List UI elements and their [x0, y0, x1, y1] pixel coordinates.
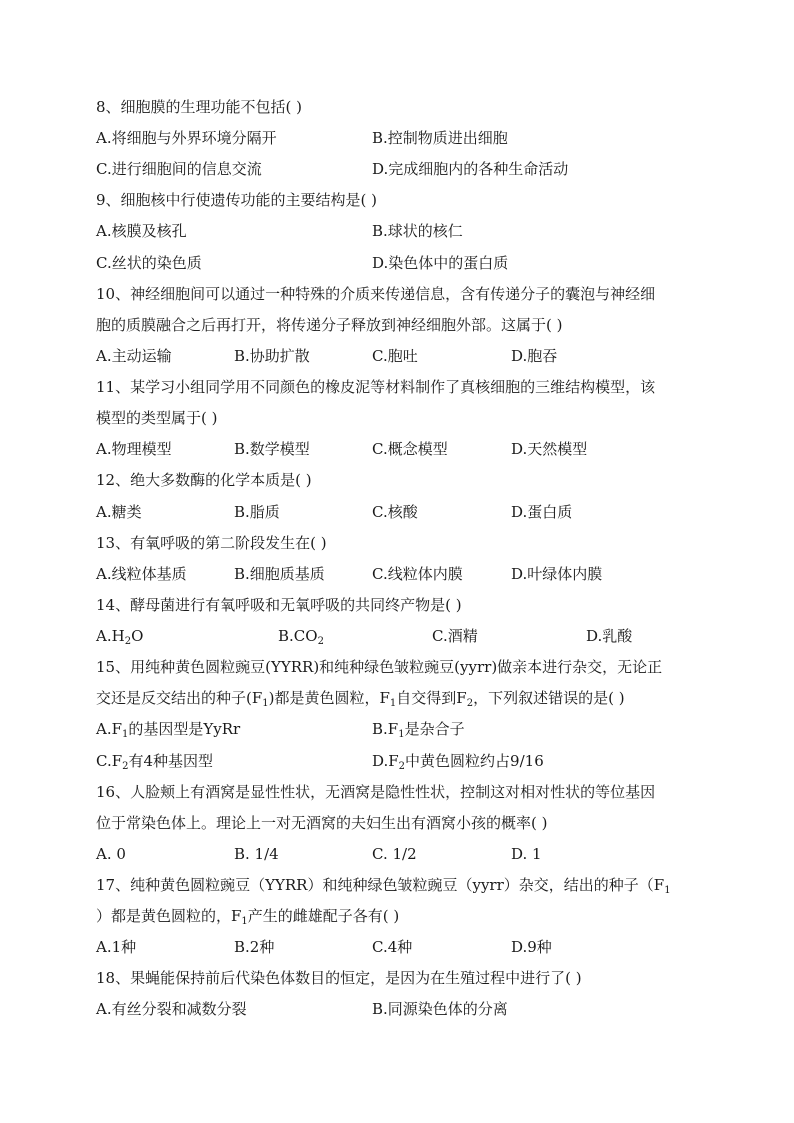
question-11-option-d: D.天然模型: [511, 440, 588, 458]
question-17-option-b: B.2种: [234, 938, 275, 956]
question-15-option-d: $D.F_2$中黄色圆粒约占9/16: [372, 752, 544, 772]
question-9-stem: 9、细胞核中行使遗传功能的主要结构是( ): [96, 191, 378, 209]
question-12-option-c: C.核酸: [372, 503, 418, 521]
question-15-option-a: $A.F_1$的基因型是YyRr: [96, 720, 241, 740]
question-15-option-c: $C.F_2$有4种基因型: [96, 752, 214, 772]
question-14-option-b: $B.CO_2$: [278, 627, 324, 647]
question-8-option-c: C.进行细胞间的信息交流: [96, 160, 262, 178]
question-10-stem-line-2: 胞的质膜融合之后再打开，将传递分子释放到神经细胞外部。这属于( ): [96, 316, 563, 334]
question-12-stem: 12、绝大多数酶的化学本质是( ): [96, 471, 312, 489]
question-17-option-c: C.4种: [372, 938, 413, 956]
question-18-option-b: B.同源染色体的分离: [372, 1000, 508, 1018]
question-13-option-d: D.叶绿体内膜: [511, 565, 603, 583]
question-16-stem-line-1: 16、人脸颊上有酒窝是显性性状，无酒窝是隐性性状，控制这对相对性状的等位基因: [96, 783, 656, 801]
question-14-option-d: D.乳酸: [586, 627, 633, 645]
question-11-stem-line-2: 模型的类型属于( ): [96, 409, 218, 427]
question-13-option-c: C.线粒体内膜: [372, 565, 463, 583]
question-11-option-b: B.数学模型: [234, 440, 310, 458]
question-12-option-d: D.蛋白质: [511, 503, 573, 521]
question-12-option-a: A.糖类: [96, 503, 142, 521]
question-17-option-a: A.1种: [96, 938, 137, 956]
question-14-option-c: C.酒精: [432, 627, 478, 645]
question-16-stem-line-2: 位于常染色体上。理论上一对无酒窝的夫妇生出有酒窝小孩的概率( ): [96, 814, 548, 832]
question-15-stem-line-2: 交还是反交结出的种子$(F_1)$都是黄色圆粒，$F_1$自交得到$F_2$，下列叙述错误的是( ): [96, 689, 625, 709]
question-12-option-b: B.脂质: [234, 503, 280, 521]
question-9-option-a: A.核膜及核孔: [96, 222, 187, 240]
question-8-option-d: D.完成细胞内的各种生命活动: [372, 160, 569, 178]
question-16-option-b: B. 1/4: [234, 845, 279, 863]
question-10-stem-line-1: 10、神经细胞间可以通过一种特殊的介质来传递信息，含有传递分子的囊泡与神经细: [96, 285, 656, 303]
question-16-option-d: D. 1: [511, 845, 542, 863]
question-9-option-b: B.球状的核仁: [372, 222, 463, 240]
question-13-stem: 13、有氧呼吸的第二阶段发生在( ): [96, 534, 327, 552]
question-10-option-d: D.胞吞: [511, 347, 558, 365]
question-8-option-a: A.将细胞与外界环境分隔开: [96, 129, 277, 147]
question-15-option-b: $B.F_1$是杂合子: [372, 720, 465, 740]
question-11-option-a: A.物理模型: [96, 440, 172, 458]
question-11-stem-line-1: 11、某学习小组同学用不同颜色的橡皮泥等材料制作了真核细胞的三维结构模型，该: [96, 378, 656, 396]
question-17-stem-line-2: ）都是黄色圆粒的，$F_1$产生的雌雄配子各有( ): [96, 907, 400, 927]
question-16-option-a: A. 0: [96, 845, 126, 863]
question-9-option-c: C.丝状的染色质: [96, 254, 202, 272]
question-14-stem: 14、酵母菌进行有氧呼吸和无氧呼吸的共同终产物是( ): [96, 596, 462, 614]
question-15-stem-line-1: 15、用纯种黄色圆粒豌豆(YYRR)和纯种绿色皱粒豌豆(yyrr)做亲本进行杂交，无论正: [96, 658, 663, 676]
question-18-stem: 18、果蝇能保持前后代染色体数目的恒定，是因为在生殖过程中进行了( ): [96, 969, 582, 987]
question-10-option-c: C.胞吐: [372, 347, 418, 365]
question-10-option-a: A.主动运输: [96, 347, 172, 365]
question-14-option-a: $A.H_2O$: [96, 627, 144, 647]
question-8-stem: 8、细胞膜的生理功能不包括( ): [96, 98, 303, 116]
question-8-option-b: B.控制物质进出细胞: [372, 129, 508, 147]
question-10-option-b: B.协助扩散: [234, 347, 310, 365]
question-11-option-c: C.概念模型: [372, 440, 448, 458]
question-18-option-a: A.有丝分裂和减数分裂: [96, 1000, 247, 1018]
question-13-option-b: B.细胞质基质: [234, 565, 325, 583]
question-9-option-d: D.染色体中的蛋白质: [372, 254, 509, 272]
question-17-option-d: D.9种: [511, 938, 552, 956]
question-13-option-a: A.线粒体基质: [96, 565, 187, 583]
question-17-stem-line-1: 17、纯种黄色圆粒豌豆（YYRR）和纯种绿色皱粒豌豆（yyrr）杂交，结出的种子（$F_1$: [96, 876, 671, 896]
question-16-option-c: C. 1/2: [372, 845, 417, 863]
